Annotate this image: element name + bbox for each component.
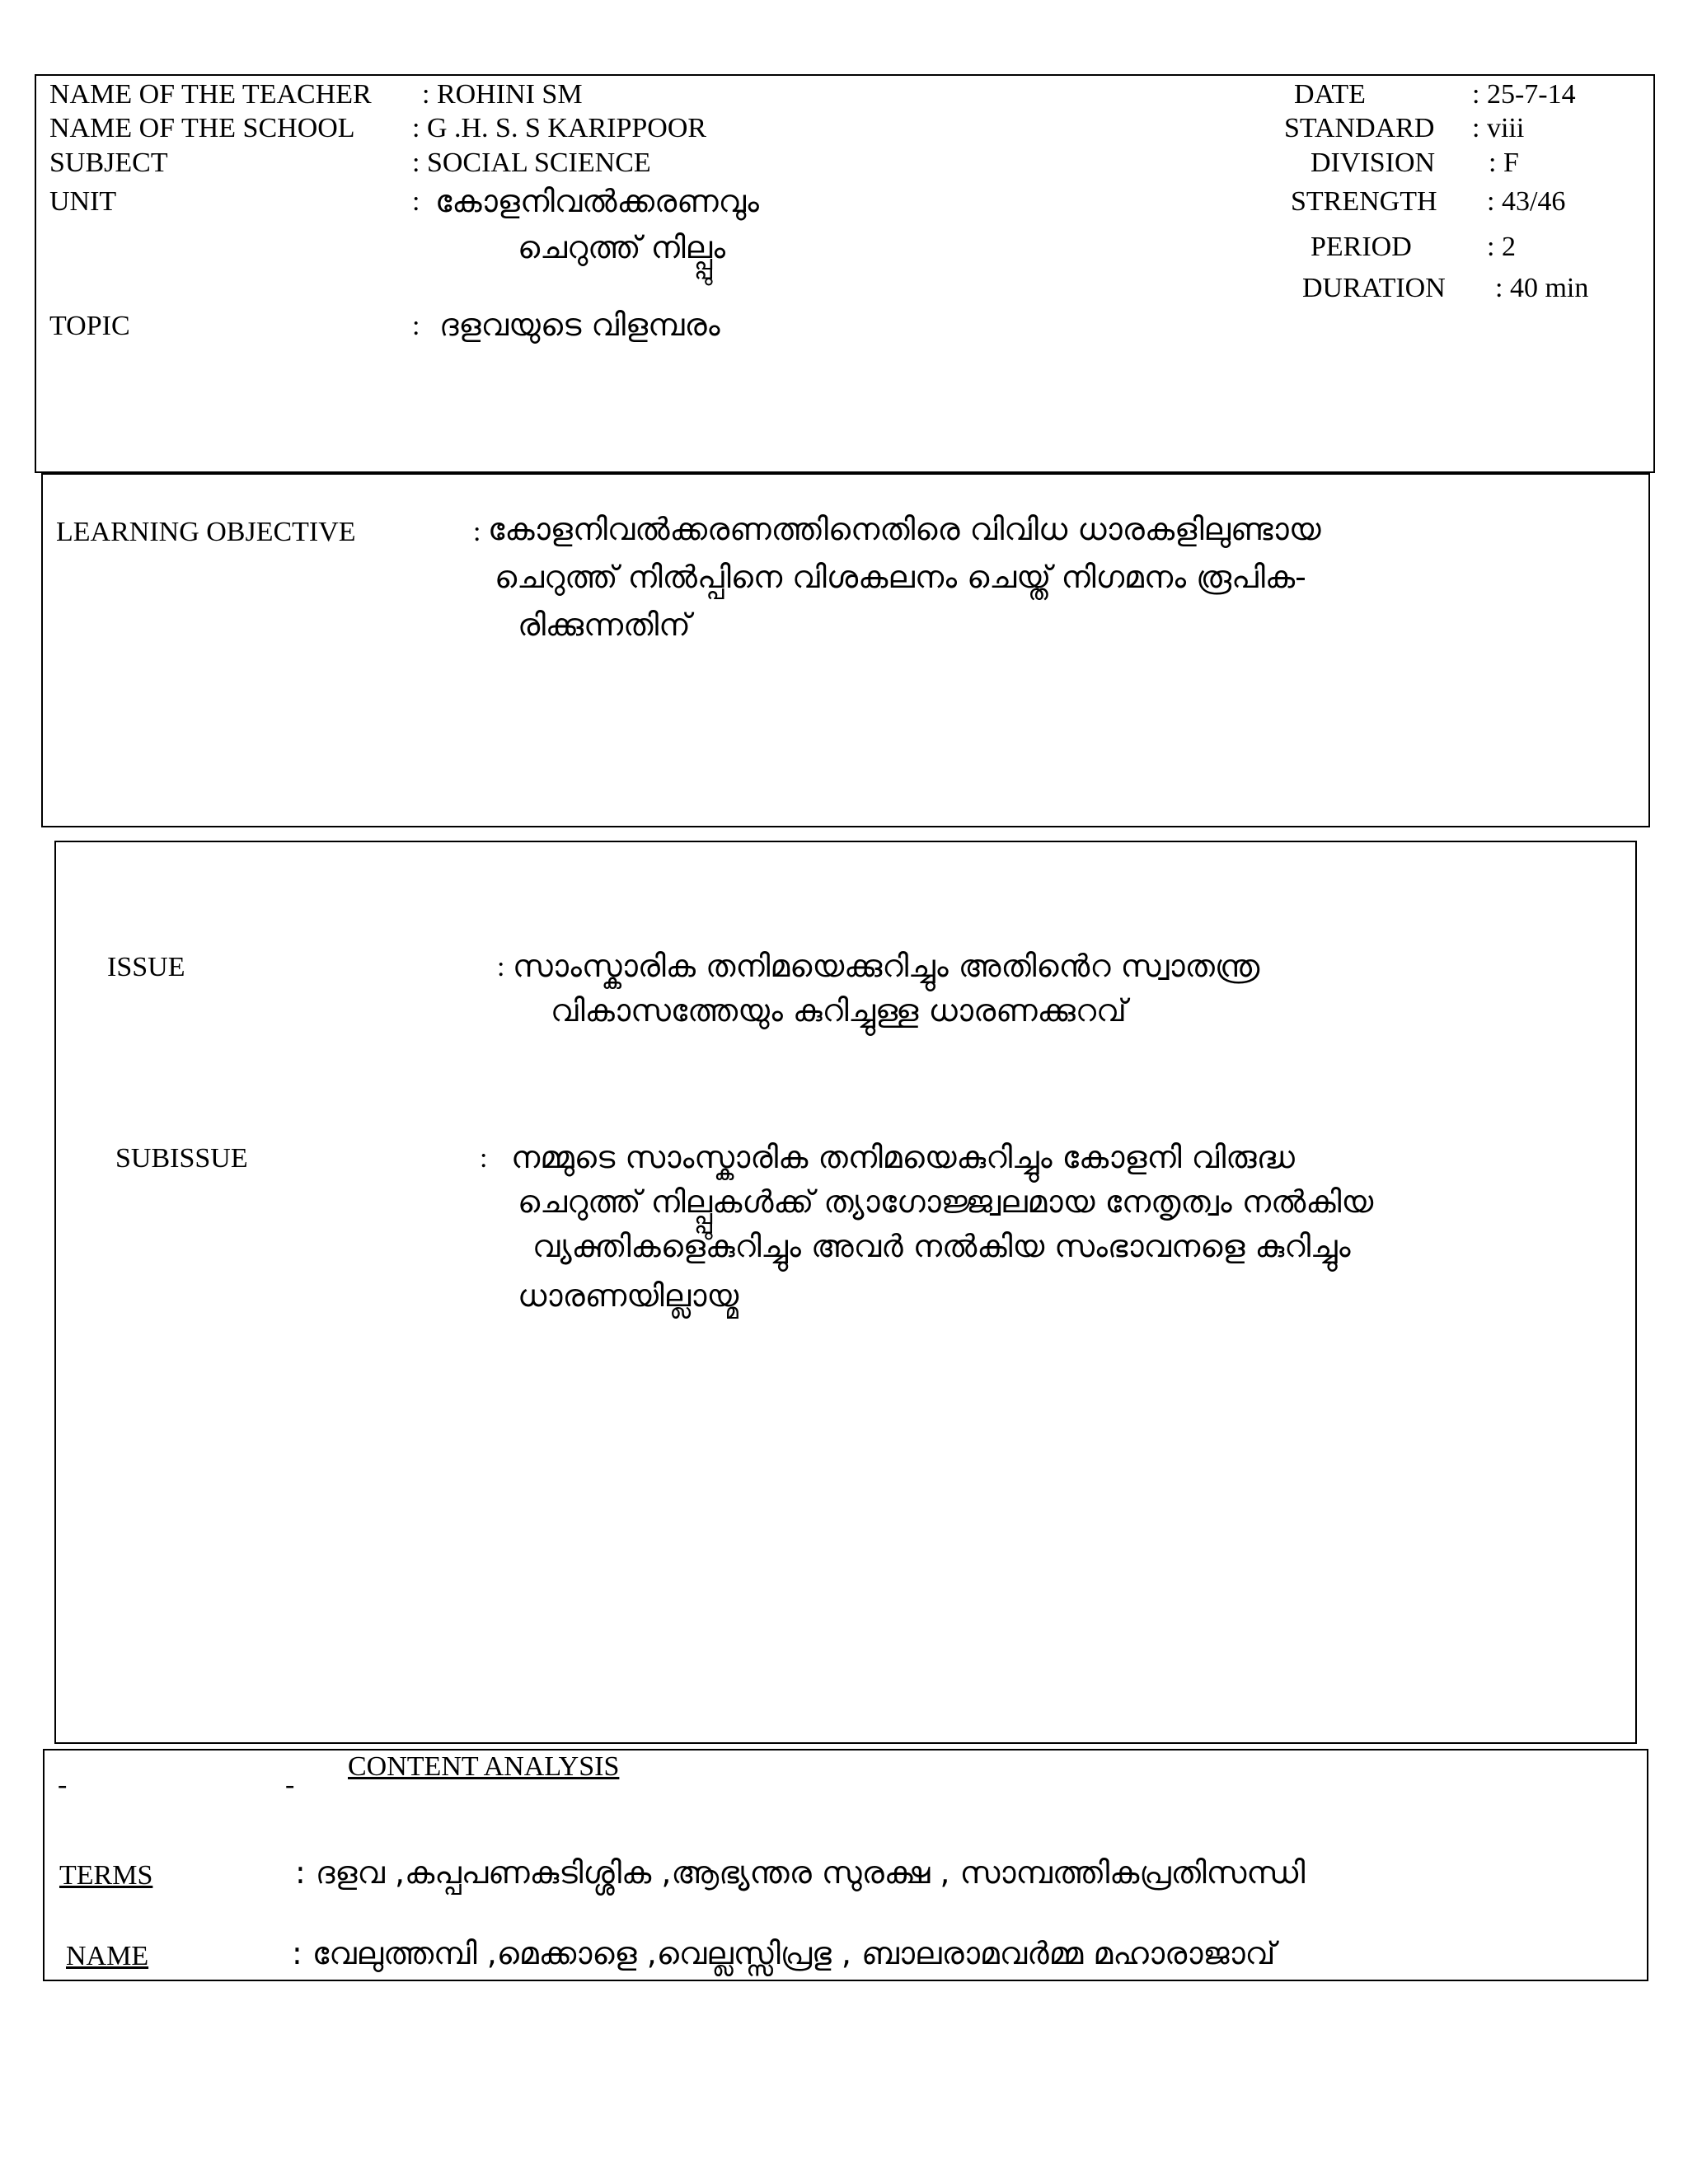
subissue-line-1: നമ്മുടെ സാംസ്കാരിക തനിമയെകുറിച്ചും കോളനി വിരുദ്ധ (511, 1139, 1295, 1175)
unit-line-2: ചെറുത്ത് നില്പ്പും (518, 229, 726, 265)
date-label: DATE (1294, 79, 1366, 110)
unit-label: UNIT (49, 186, 117, 217)
issue-colon: : (497, 952, 505, 982)
objective-line-3: രിക്കുന്നതിന് (518, 607, 691, 643)
period-value: : 2 (1487, 232, 1516, 262)
division-label: DIVISION (1311, 148, 1436, 178)
strength-label: STRENGTH (1291, 186, 1437, 217)
name-label: NAME (66, 1941, 149, 1971)
objective-label: LEARNING OBJECTIVE (56, 517, 356, 547)
teacher-value: : ROHINI SM (422, 79, 583, 110)
topic-value: ദളവയുടെ വിളമ്പരം (439, 307, 720, 343)
objective-colon: : (473, 517, 481, 547)
subissue-line-2: ചെറുത്ത് നില്പ്പുകൾക്ക് ത്യാഗോജ്ജ്വലമായ നേതൃത്വം നൽകിയ (518, 1183, 1374, 1220)
standard-label: STANDARD (1284, 113, 1435, 143)
unit-line-1: കോളനിവൽക്കരണവും (435, 183, 759, 219)
objective-line-1: കോളനിവൽക്കരണത്തിനെതിരെ വിവിധ ധാരകളിലുണ്ടായ (488, 511, 1321, 547)
name-value: : വേലുത്തമ്പി ,മെക്കാളെ ,വെല്ലസ്സിപ്രഭു , ബാലരാമവർമ്മ മഹാരാജാവ് (292, 1935, 1276, 1971)
school-label: NAME OF THE SCHOOL (49, 113, 355, 143)
issue-line-2: വികാസത്തേയും കുറിച്ചുള്ള ധാരണക്കുറവ് (551, 992, 1127, 1029)
terms-label: TERMS (59, 1860, 153, 1891)
topic-colon: : (412, 311, 420, 341)
school-value: : G .H. S. S KARIPPOOR (412, 113, 707, 143)
content-dash-2: - (285, 1769, 295, 1800)
period-label: PERIOD (1311, 232, 1412, 262)
subissue-label: SUBISSUE (115, 1143, 248, 1174)
duration-value: : 40 min (1495, 273, 1589, 303)
standard-value: : viii (1472, 113, 1525, 143)
topic-label: TOPIC (49, 311, 130, 341)
subissue-line-4: ധാരണയില്ലായ്മ (518, 1277, 739, 1314)
objective-line-2: ചെറുത്ത് നിൽപ്പിനെ വിശകലനം ചെയ്ത് നിഗമനം രൂപിക- (495, 559, 1306, 595)
teacher-label: NAME OF THE TEACHER (49, 79, 372, 110)
content-dash-1: - (58, 1769, 68, 1800)
subject-value: : SOCIAL SCIENCE (412, 148, 651, 178)
date-value: : 25-7-14 (1472, 79, 1576, 110)
issue-line-1: സാംസ്കാരിക തനിമയെക്കുറിച്ചും അതിൻെറ സ്വാതന്ത്ര (513, 948, 1260, 984)
issue-label: ISSUE (107, 952, 185, 982)
division-value: : F (1489, 148, 1519, 178)
subject-label: SUBJECT (49, 148, 168, 178)
subissue-colon: : (480, 1143, 488, 1174)
terms-value: : ദളവ ,കപ്പപണകുടിശ്ശിക ,ആഭ്യന്തര സുരക്ഷ , സാമ്പത്തികപ്രതിസന്ധി (295, 1854, 1306, 1891)
content-title: CONTENT ANALYSIS (348, 1751, 620, 1782)
strength-value: : 43/46 (1487, 186, 1566, 217)
subissue-line-3: വ്യക്തികളെകുറിച്ചും അവർ നൽകിയ സംഭാവനളെ കുറിച്ചും (532, 1228, 1351, 1264)
duration-label: DURATION (1302, 273, 1446, 303)
unit-colon: : (412, 186, 420, 217)
